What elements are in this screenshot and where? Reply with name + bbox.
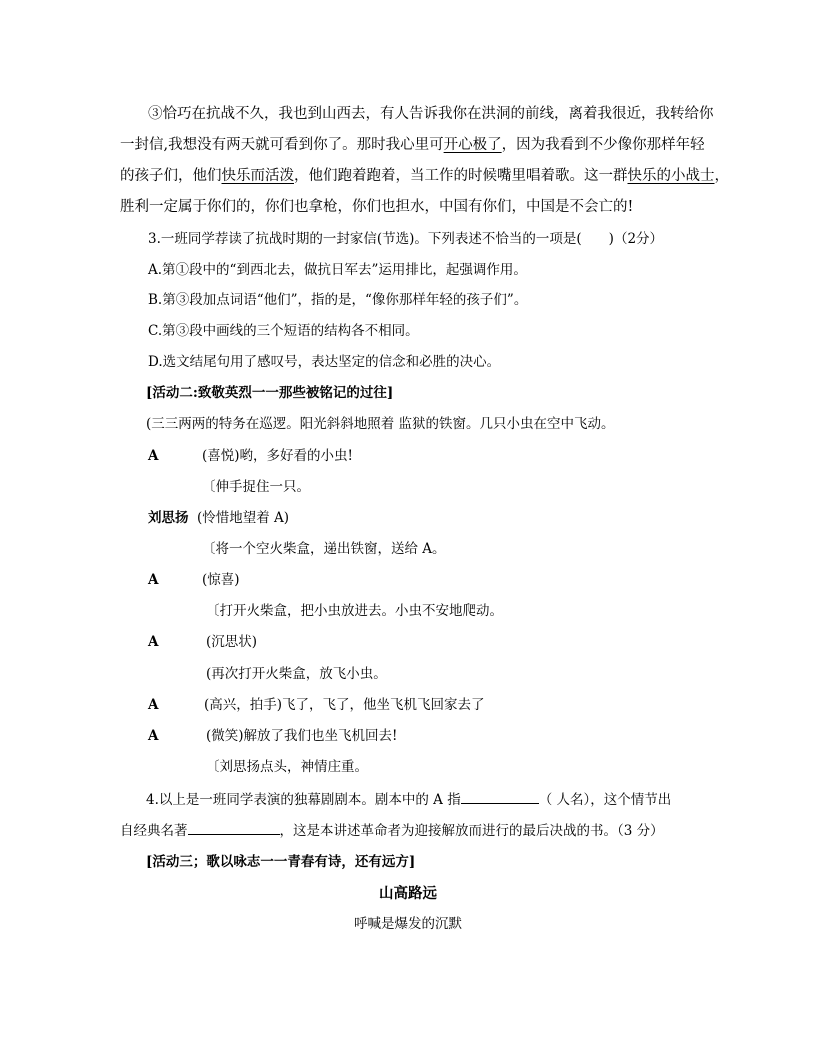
activity-2-heading: [活动二:致敬英烈一一那些被铭记的过往]	[146, 385, 394, 401]
script-line: (惊喜)	[202, 572, 240, 588]
script-line: (怜惜地望着 A)	[197, 510, 290, 526]
script-line: (高兴，拍手)飞了，飞了，他坐飞机飞回家去了	[204, 697, 485, 713]
question-3-option-a: A.第①段中的“到西北去，做抗日军去”运用排比，起强调作用。	[148, 262, 527, 278]
question-text: 4.以上是一班同学表演的独幕剧剧本。剧本中的 A 指	[146, 792, 461, 808]
passage-text: ，因为我看到不少像你那样年轻	[501, 137, 705, 153]
stage-direction: 〔刘思扬点头，神情庄重。	[206, 759, 368, 775]
passage-line-3	[120, 166, 729, 186]
question-4-line-1	[146, 789, 671, 810]
stage-direction: 〔打开火柴盒，把小虫放进去。小虫不安地爬动。	[206, 603, 503, 619]
passage-line-1: ③恰巧在抗战不久，我也到山西去，有人告诉我你在洪洞的前线，离着我很近，我转给你	[148, 106, 714, 122]
passage-text: 的孩子们，他们	[120, 168, 222, 184]
answer-blank[interactable]	[188, 820, 280, 835]
underlined-phrase: 快乐的小战士	[627, 168, 715, 184]
stage-direction: (三三两两的特务在巡逻。阳光斜斜地照着 监狱的铁窗。几只小虫在空中飞动。	[146, 416, 615, 432]
question-3-option-d: D.选文结尾句用了感叹号，表达坚定的信念和必胜的决心。	[148, 354, 501, 370]
poem-title: 山高路远	[379, 885, 437, 902]
question-3-stem: 3.一班同学荐读了抗战时期的一封家信(节选)。下列表述不恰当的一项是( )（2分）	[148, 231, 664, 247]
question-4-line-2	[120, 820, 664, 841]
speaker-label: A	[148, 572, 159, 588]
passage-line-4: 胜利一定属于你们的，你们也拿枪，你们也担水，中国有你们，中国是不会亡的!	[120, 199, 634, 215]
stage-direction: 〔伸手捉住一只。	[202, 479, 310, 495]
script-line: (微笑)解放了我们也坐飞机回去!	[206, 728, 398, 744]
passage-text: ，	[714, 168, 729, 184]
passage-text: 一封信,我想没有两天就可看到你了。那时我心里可	[120, 137, 444, 153]
script-line: (沉思状)	[206, 634, 258, 650]
passage-text: ，他们跑着跑着，当工作的时候嘴里唱着歌。这一群	[294, 168, 628, 184]
speaker-label: A	[148, 697, 159, 713]
question-3-option-b: B.第③段加点词语“他们”，指的是，“像你那样年轻的孩子们”。	[148, 292, 528, 308]
underlined-phrase: 快乐而活泼	[221, 168, 294, 184]
passage-line-2	[120, 135, 705, 155]
stage-direction: 〔将一个空火柴盒，递出铁窗，送给 A。	[202, 541, 446, 557]
question-3-option-c: C.第③段中画线的三个短语的结构各不相同。	[148, 323, 419, 339]
underlined-phrase: 开心极了	[443, 137, 502, 153]
question-text: （ 人名），这个情节出	[538, 792, 672, 808]
activity-3-heading: [活动三；歌以咏志一一青春有诗，还有远方]	[146, 854, 416, 870]
script-line: (喜悦)哟，多好看的小虫!	[202, 448, 353, 464]
answer-blank[interactable]	[461, 789, 539, 804]
speaker-label: A	[148, 728, 159, 744]
question-text: 自经典名著	[120, 823, 188, 839]
speaker-label: 刘思扬	[148, 510, 189, 526]
poem-line: 呼喊是爆发的沉默	[354, 916, 462, 932]
speaker-label: A	[148, 634, 159, 650]
question-text: ，这是本讲述革命者为迎接解放而进行的最后决战的书。（3 分）	[279, 823, 664, 839]
stage-direction: (再次打开火柴盒，放飞小虫。	[206, 666, 387, 682]
speaker-label: A	[148, 448, 159, 464]
